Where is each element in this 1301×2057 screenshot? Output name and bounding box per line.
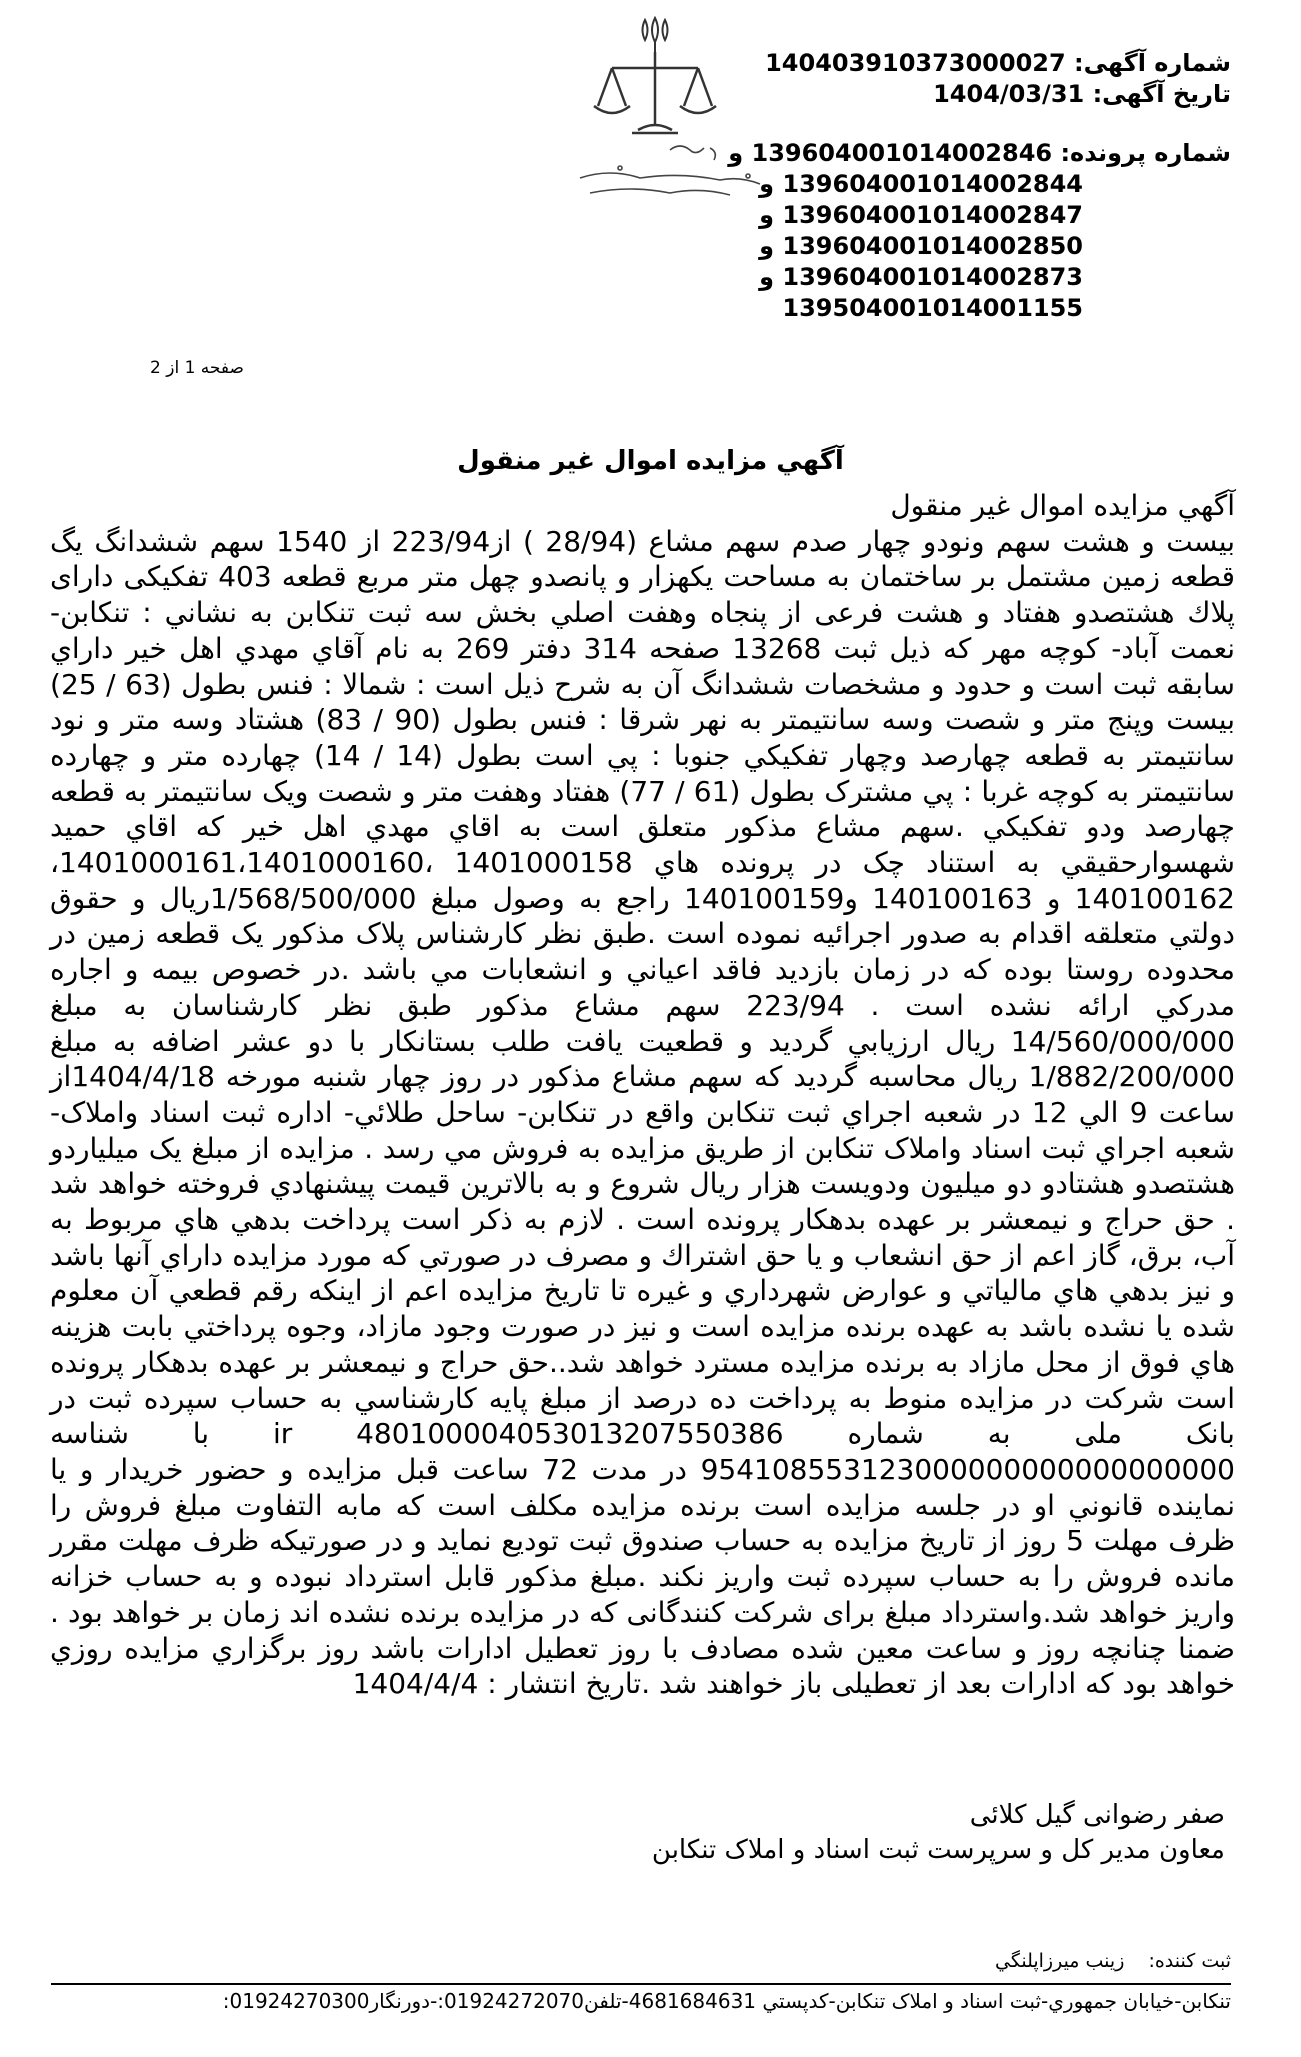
signatory-title: معاون مدير كل و سرپرست ثبت اسناد و املاک تنكابن <box>651 1835 1225 1865</box>
notice-number: 140403910373000027 <box>765 49 1066 77</box>
file-number: 13960400101400284‌7 و <box>759 201 1083 229</box>
notice-body <box>50 488 1235 1702</box>
notice-meta <box>711 48 1231 110</box>
file-number: 1396040010140028‌73 و <box>759 263 1083 291</box>
registrar-line <box>995 1950 1231 1972</box>
file-number: 13960400101400284‌6 و <box>728 139 1053 167</box>
file-number-label: شماره پرونده: <box>1060 139 1231 167</box>
file-number: 1395040010140011‌55 <box>782 294 1083 322</box>
registrar-label: ثبت كننده: <box>1148 1950 1231 1972</box>
notice-date-label: تاریخ آگهی: <box>1092 80 1231 108</box>
body-subtitle: آگهي مزايده اموال غير منقول <box>890 489 1235 522</box>
file-number-row <box>711 200 1231 231</box>
footer-address <box>51 1983 1231 2013</box>
file-number-row <box>711 231 1231 262</box>
file-number-row <box>711 262 1231 293</box>
file-number: 13960400101400284‌4 و <box>759 170 1083 198</box>
footer-address-text: تنكابن-خيابان جمهوري-ثبت اسناد و املاک تنكابن-كدپستي 4681684631-تلفن01924272070:-دورنگار01924270300: <box>222 1989 1231 2013</box>
file-number-row <box>711 169 1231 200</box>
notice-number-label: شماره آگهی: <box>1074 49 1231 77</box>
notice-date-row <box>711 79 1231 110</box>
page-indicator: صفحه 1 از 2 <box>150 358 244 378</box>
file-number-row <box>711 138 1231 169</box>
file-number-row <box>711 293 1231 324</box>
body-main-text: بيست و هشت سهم ونودو چهار صدم سهم مشاع (28/94 ) از223/94 از 1540 سهم ششدانگ يگ قطعه زمين مشتمل بر ساختمان به مساحت يكهزار و پانصدو چهل متر مربع قطعه 403 تفكيكى داراى پلاك هشتصدو هفتاد و هشت فرعى از پنجاه وهفت اصلي بخش سه ثبت تنكابن به نشاني : تنكابن- نعمت آباد- كوچه مهر كه ذيل ثبت 13268 صفحه 314 دفتر 269 به نام آقاي مهدي اهل خير داراي سابقه ثبت است و حدود و مشخصات ششدانگ آن به شرح ذيل است : شمالا : فنس بطول (63 / 25) بيست وپنج متر و شصت وسه سانتيمتر به نهر شرقا : فنس بطول (90 / 83) هشتاد وسه متر و نود سانتيمتر به قطعه چهارصد وچهار تفكيكي جنوبا : پي است بطول (14 / 14) چهارده متر و چهارده سانتيمتر به كوچه غربا : پي مشترک بطول (61 / 77) هفتاد وهفت متر و شصت ويک سانتيمتر به قطعه چهارصد ودو تفكيكي .سهم مشاع مذكور متعلق است به اقاي مهدي اهل خير كه اقاي حميد شهسوارحقيقي به استناد چک در پرونده هاي 1401000158 ،1401000161،1401000160، 140100162 و 140100163 و140100159 راجع به وصول مبلغ 1/568/500/000ريال و حقوق دولتي متعلقه اقدام به صدور اجرائيه نموده است .طبق نظر كارشناس پلاک مذکور يک قطعه زمين در محدوده روستا بوده که در زمان بازديد فاقد اعياني و انشعابات مي باشد .در خصوص بيمه و اجاره مدركي ارائه نشده است . 223/94 سهم مشاع مذكور طبق نظر كارشناسان به مبلغ 14/560/000/000 ريال ارزيابي گرديد و قطعيت يافت طلب بستانكار با دو عشر اضافه به مبلغ 1/882/200/000 ريال محاسبه گرديد كه سهم مشاع مذكور در روز چهار شنبه مورخه 1404/4/18از ساعت 9 الي 12 در شعبه اجراي ثبت تنكابن واقع در تنكابن- ساحل طلائي- اداره ثبت اسناد واملاک- شعبه اجراي ثبت اسناد واملاک تنكابن از طريق مزايده به فروش مي رسد . مزايده از مبلغ يک ميلياردو هشتصدو هشتادو دو ميليون ودويست هزار ريال شروع و به بالاترين قيمت پيشنهادي فروخته خواهد شد . حق حراج و نيمعشر بر عهده بدهكار پرونده است . لازم به ذكر است پرداخت بدهي هاي مربوط به آب، برق، گاز اعم از حق انشعاب و يا حق اشتراك و مصرف در صورتي كه مورد مزايده داراي آنها باشد و نيز بدهي هاي مالياتي و عوارض شهرداري و غيره تا تاريخ مزايده اعم از اينكه رقم قطعي آن معلوم شده يا نشده باشد به عهده برنده مزايده است و نيز در صورت وجود مازاد، وجوه پرداختي بابت هزينه هاي فوق از محل مازاد به برنده مزايده مسترد خواهد شد..حق حراج و نيمعشر بر عهده بدهكار پرونده است شركت در مزايده منوط به پرداخت ده درصد از مبلغ پايه كارشناسي به حساب سپرده ثبت در بانک ملی به شماره ir 480100004053013207550386 با شناسه 954108553123000000000000000000 در مدت 72 ساعت قبل مزايده و حضور خريدار و يا نماينده قانوني او در جلسه مزايده است برنده مزايده مكلف است كه مابه التفاوت مبلغ فروش را ظرف مهلت 5 روز از تاريخ مزايده به حساب صندوق ثبت توديع نمايد و در صورتيكه ظرف مهلت مقرر مانده فروش را به حساب سپرده ثبت واريز نكند .مبلغ مذكور قابل استرداد نبوده و به حساب خزانه واريز خواهد شد.واسترداد مبلغ براى شركت کنندگانى كه در مزايده برنده نشده اند زمان بر خواهد بود . ضمنا چنانچه روز و ساعت معين شده مصادف با روز تعطيل ادارات باشد روز برگزاري مزايده روزي خواهد بود كه ادارات بعد از تعطيلى باز خواهند شد .تاريخ انتشار : 1404/4/4 <box>50 524 1236 1701</box>
signatory-name: صفر رضوانى گيل كلائى <box>969 1800 1225 1830</box>
file-number: 1396040010140028‌50 و <box>759 232 1083 260</box>
notice-number-row <box>711 48 1231 79</box>
file-numbers-block <box>711 138 1231 324</box>
registrar-name: زينب ميرزاپلنگي <box>995 1950 1125 1972</box>
notice-date: 1404/03/31 <box>933 80 1085 108</box>
document-title: آگهي مزايده اموال غير منقول <box>457 446 844 476</box>
